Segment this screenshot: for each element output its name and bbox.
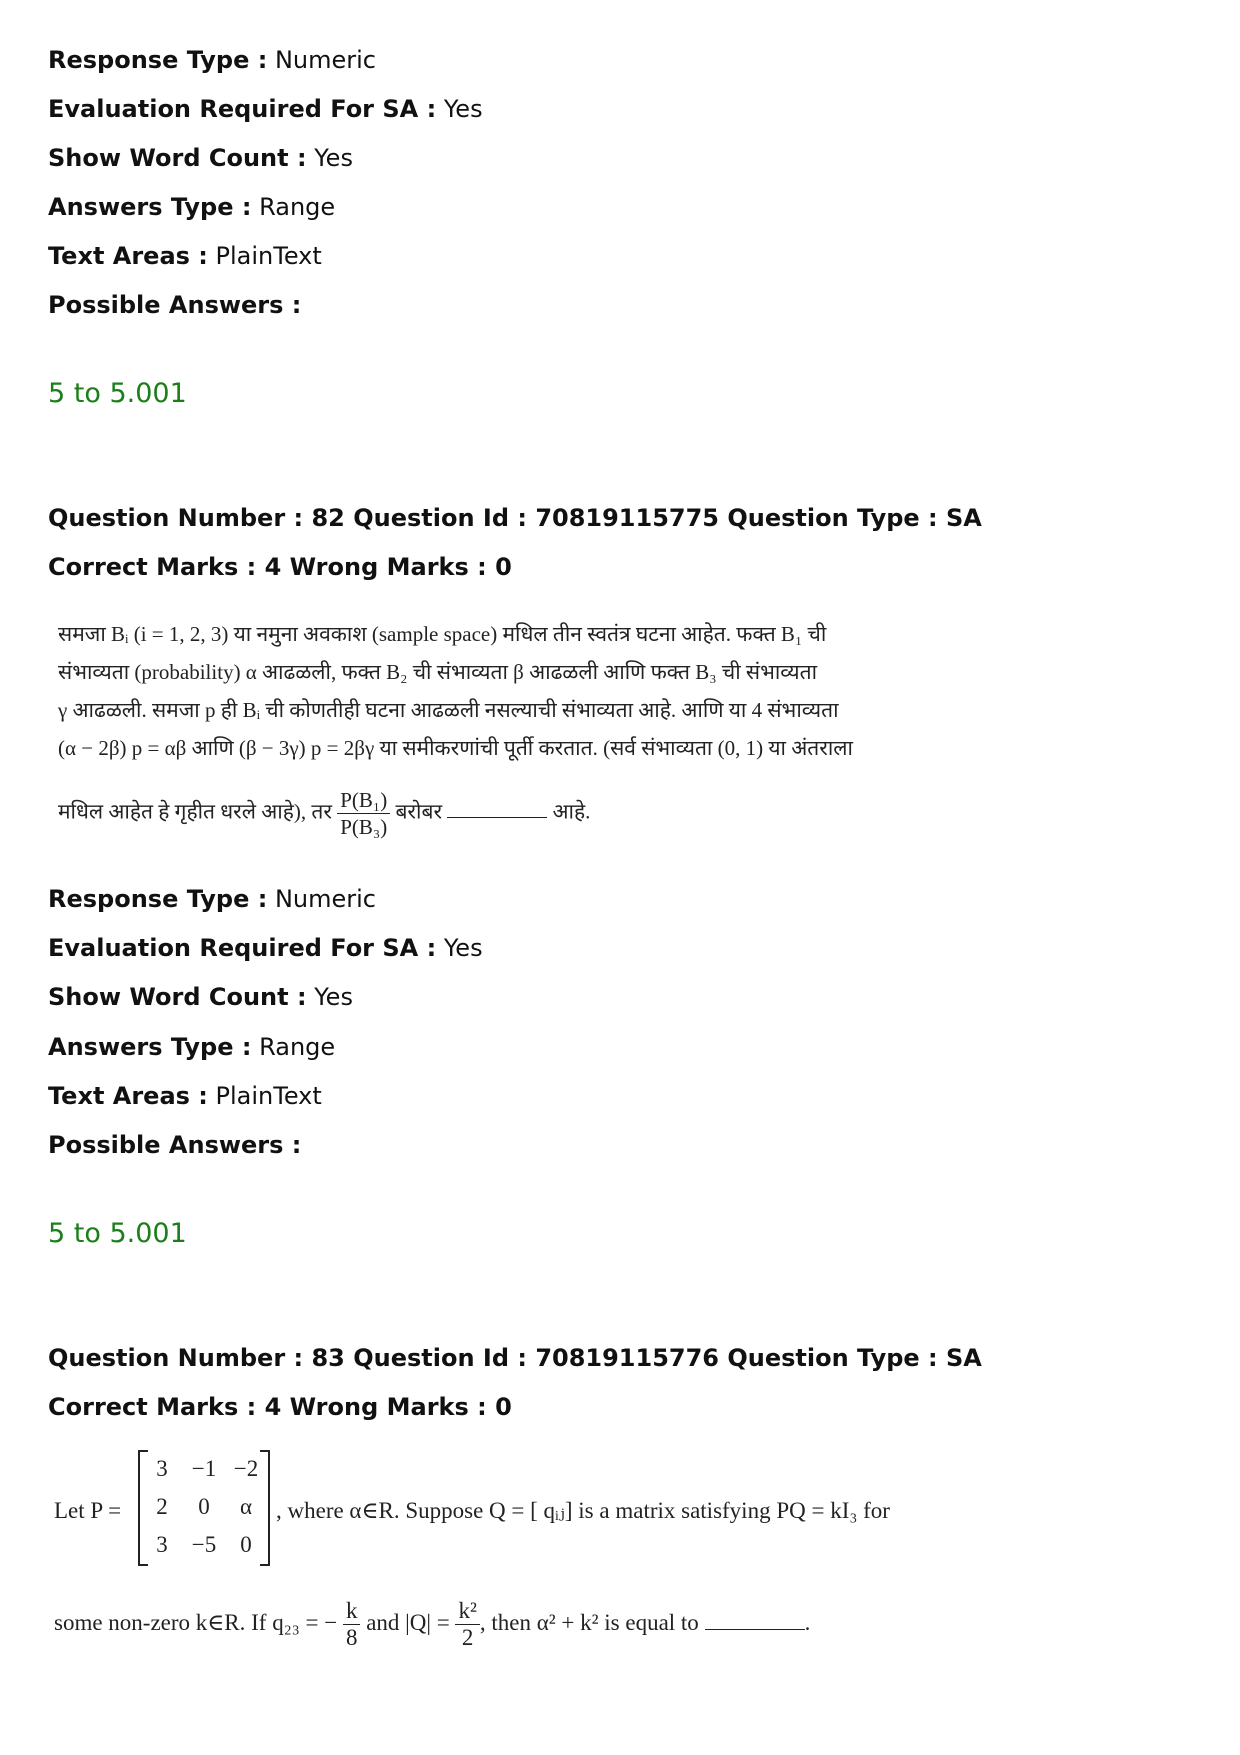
possible-answers-row [48, 290, 301, 320]
matrix-cell: −2 [233, 1456, 259, 1481]
evaluation-row [48, 94, 483, 124]
question-line-fraction [58, 787, 590, 840]
word-count-row [48, 143, 353, 173]
field-value: Yes [314, 144, 353, 172]
question-line: (α − 2β) p = αβ आणि (β − 3γ) p = 2βγ या समीकरणांची पूर्ती करतात. (सर्व संभाव्यता (0, 1) या अंतराला [58, 736, 853, 760]
question-line-fraction [54, 1598, 810, 1651]
word-count-row [48, 982, 353, 1012]
answers-type-row [48, 192, 335, 222]
field-label: Show Word Count : [48, 983, 307, 1011]
question-text: some non-zero k∈R. If q₂₃ = − [54, 1609, 338, 1635]
question-line: γ आढळली. समजा p ही Bᵢ ची कोणतीही घटना आढळली नसल्याची संभाव्यता आहे. आणि या 4 संभाव्यता [58, 698, 839, 722]
question-marks-text: Correct Marks : 4 Wrong Marks : 0 [48, 553, 512, 581]
question-header [48, 1343, 982, 1373]
fraction-numerator: k² [455, 1598, 479, 1625]
fraction-denominator: 8 [345, 1625, 358, 1650]
question-text: . [804, 1609, 811, 1635]
matrix-cell: 0 [198, 1494, 210, 1519]
question-text: , then α² + k² is equal to [479, 1609, 699, 1635]
fraction-denominator: 2 [461, 1625, 474, 1650]
question-marks [48, 552, 512, 582]
text-areas-row [48, 241, 322, 271]
field-label: Answers Type : [48, 1033, 252, 1061]
field-label: Evaluation Required For SA : [48, 95, 437, 123]
matrix-cell: 3 [156, 1456, 168, 1481]
field-label: Text Areas : [48, 242, 208, 270]
matrix-cell: 2 [156, 1494, 168, 1519]
question-header-text: Question Number : 83 Question Id : 70819115776 Question Type : SA [48, 1344, 982, 1372]
question-text: बरोबर [395, 799, 443, 824]
question-body-image [54, 1450, 954, 1690]
question-text: आहे. [552, 799, 591, 824]
field-label: Possible Answers : [48, 291, 302, 319]
field-label: Possible Answers : [48, 1131, 302, 1159]
question-text: , where α∈R. Suppose Q = [ qᵢⱼ] is a matrix satisfying PQ = kI₃ for [276, 1498, 890, 1523]
question-header [48, 503, 982, 533]
field-value: PlainText [215, 1082, 322, 1110]
field-label: Text Areas : [48, 1082, 208, 1110]
question-text: and |Q| = [366, 1609, 450, 1635]
answers-type-row [48, 1032, 335, 1062]
let-label: Let P = [54, 1498, 122, 1523]
possible-answer: 5 to 5.001 [48, 378, 187, 409]
matrix-cell: 3 [156, 1532, 168, 1557]
matrix-cell: α [239, 1494, 253, 1519]
fraction-denominator: P(B₃) [340, 815, 388, 839]
question-marks-text: Correct Marks : 4 Wrong Marks : 0 [48, 1393, 512, 1421]
field-value: Range [259, 1033, 336, 1061]
fraction [343, 1598, 361, 1651]
field-value: Range [259, 193, 336, 221]
text-areas-row [48, 1081, 322, 1111]
matrix-cell: −1 [191, 1456, 217, 1481]
question-header-text: Question Number : 82 Question Id : 70819115775 Question Type : SA [48, 504, 982, 532]
field-label: Response Type : [48, 46, 268, 74]
question-body-image [58, 612, 938, 862]
response-type-row [48, 884, 376, 914]
field-value: Numeric [274, 46, 376, 74]
field-value: Numeric [274, 885, 376, 913]
field-label: Evaluation Required For SA : [48, 934, 437, 962]
field-label: Response Type : [48, 885, 268, 913]
field-value: PlainText [215, 242, 322, 270]
question-text: मधिल आहेत हे गृहीत धरले आहे), तर [58, 799, 332, 824]
matrix-cell: 0 [240, 1532, 252, 1557]
evaluation-row [48, 933, 483, 963]
fraction-numerator: P(B₁) [337, 787, 390, 814]
matrix-cell: −5 [191, 1532, 217, 1557]
field-value: Yes [443, 95, 483, 123]
field-value: Yes [443, 934, 483, 962]
matrix-p [138, 1450, 270, 1566]
fraction [455, 1598, 479, 1651]
field-label: Answers Type : [48, 193, 252, 221]
field-value: Yes [314, 983, 353, 1011]
answer-blank [705, 1611, 805, 1630]
answer-blank [447, 799, 547, 818]
question-line: समजा Bᵢ (i = 1, 2, 3) या नमुना अवकाश (sample space) मधिल तीन स्वतंत्र घटना आहेत. फक्त B₁ ची [58, 622, 827, 646]
response-type-row [48, 45, 376, 75]
possible-answers-row [48, 1130, 301, 1160]
field-label: Show Word Count : [48, 144, 307, 172]
possible-answer: 5 to 5.001 [48, 1218, 187, 1249]
question-line: संभाव्यता (probability) α आढळली, फक्त B₂ ची संभाव्यता β आढळली आणि फक्त B₃ ची संभाव्यता [58, 660, 818, 684]
fraction [337, 787, 390, 840]
fraction-numerator: k [343, 1598, 361, 1625]
question-marks [48, 1392, 512, 1422]
